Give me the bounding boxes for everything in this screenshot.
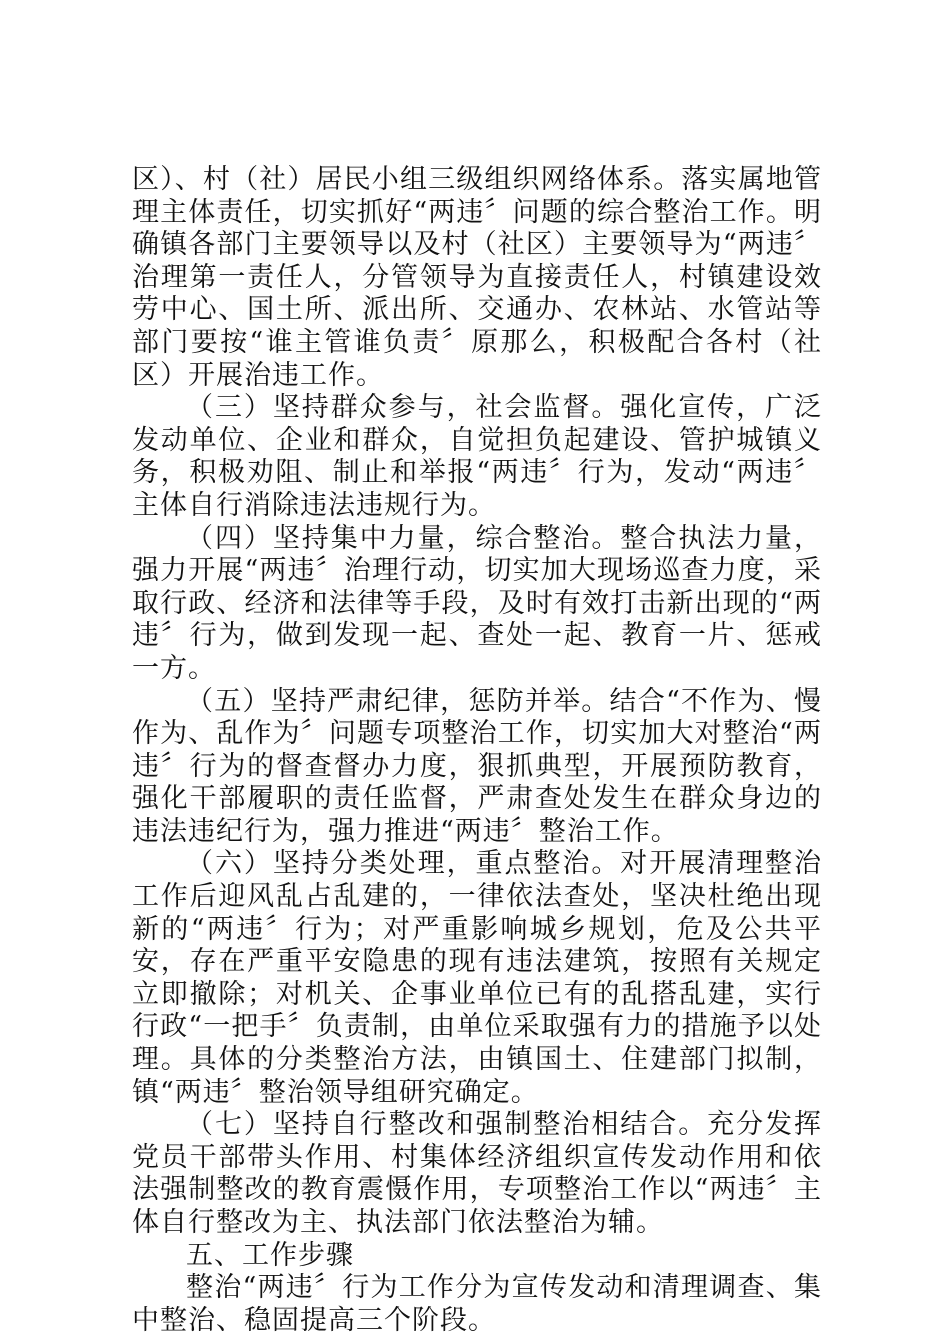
- paragraph-principle-6: （六）坚持分类处理，重点整治。对开展清理整治工作后迎风乱占乱建的，一律依法查处，坚决杜绝出现新的“两违〞行为；对严重影响城乡规划，危及公共平安，存在严重平安隐患的现有违法建筑，按照有关规定立即撤除；对机关、企事业单位已有的乱搭乱建，实行行政“一把手〞负责制，由单位采取强有力的措施予以处理。具体的分类整治方法，由镇国土、住建部门拟制，镇“两违〞整治领导组研究确定。: [132, 848, 822, 1108]
- paragraph-continuation: 区）、村（社）居民小组三级组织网络体系。落实属地管理主体责任，切实抓好“两违〞问题的综合整治工作。明确镇各部门主要领导以及村（社区）主要领导为“两违〞治理第一责任人，分管领导为直接责任人，村镇建设效劳中心、国土所、派出所、交通办、农林站、水管站等部门要按“谁主管谁负责〞原那么，积极配合各村（社区）开展治违工作。: [132, 164, 822, 391]
- document-body: [132, 164, 822, 1337]
- paragraph-principle-5: （五）坚持严肃纪律，惩防并举。结合“不作为、慢作为、乱作为〞问题专项整治工作，切实加大对整治“两违〞行为的督查督办力度，狠抓典型，开展预防教育，强化干部履职的责任监督，严肃查处发生在群众身边的违法违纪行为，强力推进“两违〞整治工作。: [132, 685, 822, 847]
- paragraph-principle-4: （四）坚持集中力量，综合整治。整合执法力量，强力开展“两违〞治理行动，切实加大现场巡查力度，采取行政、经济和法律等手段，及时有效打击新出现的“两违〞行为，做到发现一起、查处一起、教育一片、惩戒一方。: [132, 522, 822, 684]
- paragraph-work-steps: 整治“两违〞行为工作分为宣传发动和清理调查、集中整治、稳固提高三个阶段。: [132, 1272, 822, 1336]
- section-heading-work-steps: 五、工作步骤: [186, 1239, 354, 1271]
- paragraph-principle-7: （七）坚持自行整改和强制整治相结合。充分发挥党员干部带头作用、村集体经济组织宣传发动作用和依法强制整改的教育震慑作用，专项整治工作以“两违〞主体自行整改为主、执法部门依法整治为辅。: [132, 1109, 822, 1238]
- paragraph-principle-3: （三）坚持群众参与，社会监督。强化宣传，广泛发动单位、企业和群众，自觉担负起建设、管护城镇义务，积极劝阻、制止和举报“两违〞行为，发动“两违〞主体自行消除违法违规行为。: [132, 392, 822, 521]
